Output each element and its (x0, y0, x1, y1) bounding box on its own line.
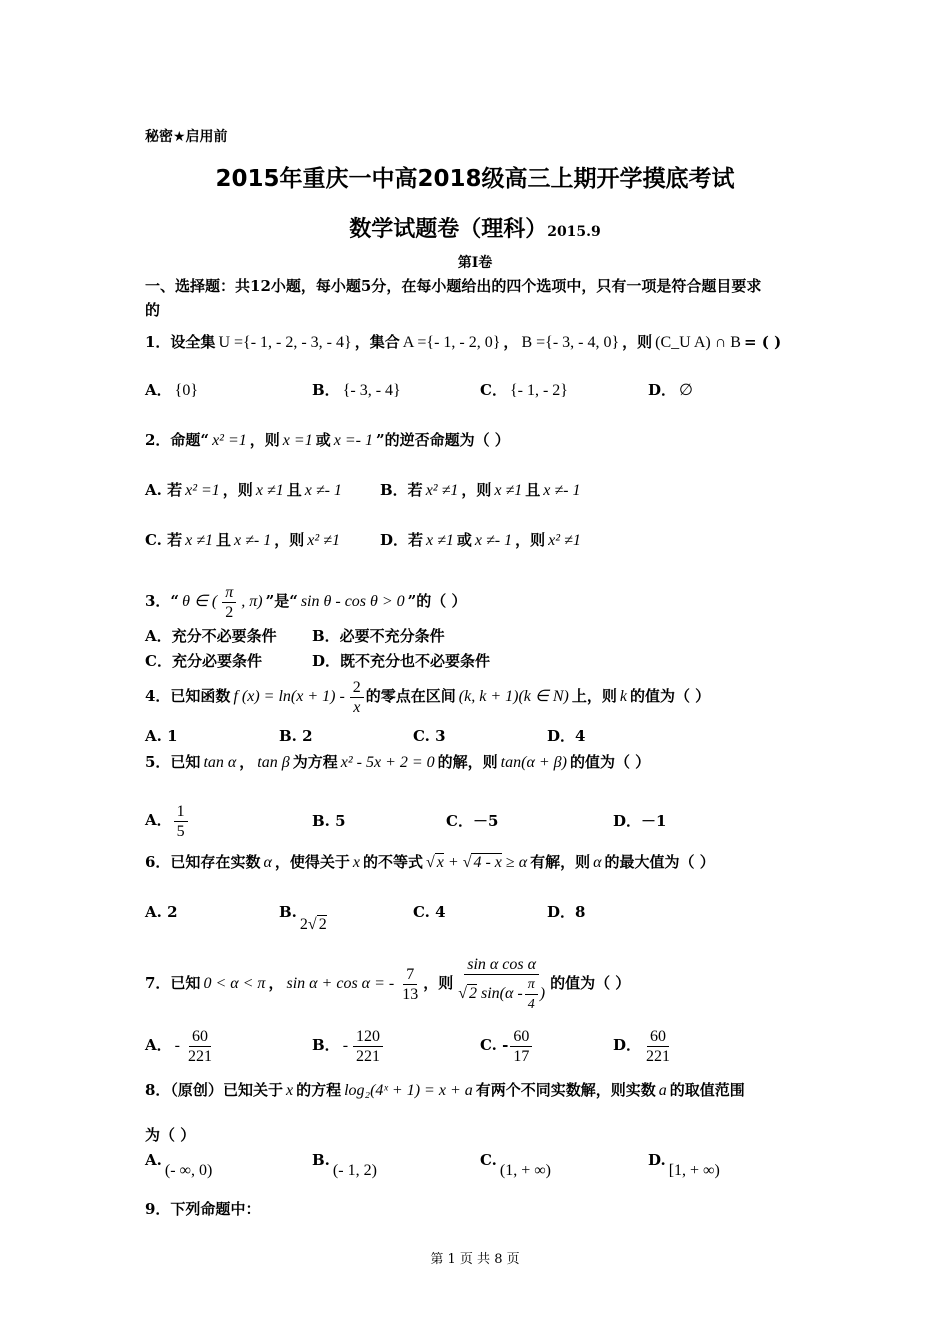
q2-d-t2: 或 (456, 531, 472, 549)
q4-frac (350, 678, 364, 717)
q7-option-d[interactable] (613, 1025, 675, 1066)
q2-b-m3: x ≠- 1 (543, 482, 581, 499)
q6-math-ineq: √ x + √ 4 - x ≥ α (426, 854, 528, 871)
q5-option-d[interactable]: D．－1 (613, 812, 667, 830)
q1-text-e: = ( ) (743, 333, 782, 351)
q6-option-b[interactable] (279, 902, 330, 933)
q1-text-c: ， (503, 333, 519, 351)
q6-plus: + (447, 854, 459, 871)
q7-a-label: A． (145, 1036, 172, 1054)
q2-a-t2: ，则 (222, 481, 253, 499)
q2-c-t2: 且 (216, 531, 232, 549)
q4-option-c[interactable]: C. 3 (413, 727, 446, 745)
q1-c-value: {- 1, - 2} (509, 382, 568, 399)
q7-d-den: 221 (646, 1047, 671, 1065)
q1-option-b[interactable] (312, 380, 404, 401)
q2-option-c[interactable] (145, 530, 343, 551)
q2-option-b[interactable] (380, 480, 584, 501)
q2-option-d[interactable] (380, 530, 584, 551)
q7-text-d: 的值为（ ） (550, 974, 631, 992)
q3-text-c: ”的（ ） (407, 592, 467, 610)
q5-a-frac (174, 802, 188, 841)
q8-text-c: 有两个不同实数解，则实数 (475, 1081, 656, 1099)
q6-option-c[interactable]: C. 4 (413, 903, 446, 921)
q7-den-sin: sin(α - (480, 984, 523, 1002)
q7-den-four: 4 (527, 996, 535, 1012)
q7-text-b: ， (268, 974, 284, 992)
q5-a-den: 5 (176, 822, 185, 840)
q3-option-b[interactable]: B．必要不充分条件 (312, 627, 445, 645)
subtitle-date: 2015.9 (547, 224, 601, 240)
q8-a-label: A. (145, 1151, 162, 1169)
q8-math-3: a (658, 1082, 667, 1099)
question-5 (145, 752, 650, 773)
q6-ge: ≥ α (505, 854, 528, 871)
q8-a-value: (- ∞, 0) (164, 1162, 213, 1179)
q8-text-b: 的方程 (296, 1081, 342, 1099)
page-title: 2015年重庆一中高2018级高三上期开学摸底考试 (215, 166, 735, 192)
q4-math-interval: (k, k + 1)(k ∈ N) (458, 688, 569, 705)
question-9: 9．下列命题中： (145, 1200, 261, 1218)
question-6 (145, 852, 715, 873)
q4-text-c: 上，则 (571, 687, 617, 705)
q5-math-1: tan α (203, 754, 237, 771)
page-subtitle (0, 212, 950, 243)
q7-frac-1 (399, 965, 421, 1004)
q8-option-b[interactable] (312, 1150, 380, 1179)
q5-a-label: A． (145, 811, 172, 829)
q4-option-d[interactable]: D．4 (547, 727, 586, 745)
q1-text-b: ，集合 (354, 333, 400, 351)
q7-den-close: ) (539, 984, 546, 1002)
q4-frac-num: 2 (350, 678, 364, 698)
q8-b-value: (- 1, 2) (332, 1162, 377, 1179)
q3-option-c[interactable]: C．充分必要条件 (145, 652, 262, 670)
q4-text-b: 的零点在区间 (365, 687, 456, 705)
q5-text-d: 的解，则 (437, 753, 498, 771)
q2-math-3: x =- 1 (333, 432, 373, 449)
q1-math-u: U ={- 1, - 2, - 3, - 4} (218, 334, 352, 351)
q6-math-3: α (593, 854, 602, 871)
q6-b-value: 2√ 2 (299, 916, 327, 933)
q7-frac-2-num: sin α cos α (464, 955, 539, 975)
q2-math-1: x² =1 (212, 432, 247, 449)
q2-b-t1: B．若 (380, 481, 423, 499)
q3-frac (222, 583, 236, 622)
q7-c-num: 60 (510, 1027, 532, 1047)
q1-d-value: ∅ (679, 382, 693, 399)
q7-b-minus: - (342, 1037, 349, 1054)
q7-b-num: 120 (353, 1027, 383, 1047)
q7-a-den: 221 (187, 1047, 212, 1065)
q2-text-d: ”的逆否命题为（ ） (375, 431, 510, 449)
q3-text-b: ”是“ (265, 592, 298, 610)
q1-b-value: {- 3, - 4} (342, 382, 401, 399)
q7-frac-1-num: 7 (403, 965, 417, 985)
q1-a-value: {0} (174, 382, 198, 399)
q7-den-frac (525, 975, 538, 1014)
q8-option-c[interactable] (480, 1150, 554, 1179)
q7-b-den: 221 (356, 1047, 381, 1065)
q7-a-num: 60 (189, 1027, 211, 1047)
q2-text-b: ，则 (249, 431, 280, 449)
q2-b-t2: ，则 (461, 481, 492, 499)
q2-option-a[interactable] (145, 480, 345, 501)
q8-c-label: C. (480, 1151, 497, 1169)
q1-option-c[interactable] (480, 380, 571, 401)
question-4 (145, 676, 710, 717)
q1-math-a: A ={- 1, - 2, 0} (402, 334, 501, 351)
q7-d-frac (643, 1027, 673, 1066)
secret-label: 秘密★启用前 (145, 129, 228, 145)
page-footer: 第 1 页 共 8 页 (430, 1252, 520, 1267)
question-1 (145, 332, 781, 353)
q7-b-label: B． (312, 1036, 340, 1054)
q6-math-2: x (352, 854, 360, 871)
question-7 (145, 948, 630, 1019)
q7-text-c: ，则 (423, 974, 454, 992)
q1-math-expr: (C_U A) ∩ B (655, 334, 741, 351)
q2-d-t1: D．若 (380, 531, 424, 549)
q3-math-theta: θ ∈ ( (182, 593, 218, 610)
q6-text-a: 6．已知存在实数 (145, 853, 261, 871)
instructions-line1: 一、选择题：共12小题，每小题5分，在每小题给出的四个选项中，只有一项是符合题目要求 (145, 277, 762, 295)
q7-d-label: D． (613, 1036, 642, 1054)
q8-b-label: B. (312, 1151, 330, 1169)
q8-option-a[interactable] (145, 1150, 215, 1179)
q5-math-2: tan β (257, 754, 290, 771)
q6-sqrt-1: x (436, 854, 444, 871)
q2-text-a: 2．命题“ (145, 431, 210, 449)
q7-math-1: 0 < α < π (203, 975, 266, 992)
q1-text-d: ，则 (622, 333, 653, 351)
q2-d-m3: x² ≠1 (548, 532, 581, 549)
q2-c-m3: x² ≠1 (307, 532, 340, 549)
q2-c-t1: C. 若 (145, 531, 183, 549)
q4-option-b[interactable]: B. 2 (279, 727, 313, 745)
q2-math-2: x =1 (282, 432, 313, 449)
q5-a-num: 1 (174, 802, 188, 822)
q7-math-2: sin α + cos α = - (286, 975, 395, 992)
q7-den-rad: 2 (468, 984, 477, 1002)
q8-text-a: 8．（原创）已知关于 (145, 1081, 283, 1099)
q7-frac-2-den: √ 2 sin(α - $\frac{\pi}{4}$ ) (458, 976, 546, 1012)
q5-option-c[interactable]: C．－5 (446, 812, 499, 830)
q1-b-label: B． (312, 381, 340, 399)
q4-text-a: 4．已知函数 (145, 687, 231, 705)
q7-text-a: 7．已知 (145, 974, 201, 992)
q2-text-c: 或 (315, 431, 331, 449)
q1-a-label: A． (145, 381, 172, 399)
q2-a-m1: x² =1 (185, 482, 220, 499)
q6-text-e: 的最大值为（ ） (604, 853, 715, 871)
q8-text-d: 的取值范围 (669, 1081, 745, 1099)
q7-frac-1-den: 13 (402, 985, 419, 1003)
q1-text-a: 1．设全集 (145, 333, 216, 351)
q4-frac-den: x (353, 698, 361, 716)
q7-option-c[interactable] (480, 1025, 534, 1066)
q7-c-den: 17 (513, 1047, 530, 1065)
q2-d-m2: x ≠- 1 (474, 532, 513, 549)
q3-option-a[interactable]: A．充分不必要条件 (145, 627, 277, 645)
q3-math: sin θ - cos θ > 0 (300, 593, 405, 610)
q2-c-m1: x ≠1 (185, 532, 214, 549)
subtitle-text: 数学试题卷（理科） (349, 217, 548, 242)
q8-option-d[interactable] (648, 1150, 723, 1179)
q1-option-d[interactable] (648, 380, 696, 401)
q8-c-value: (1, + ∞) (499, 1162, 551, 1179)
q5-text-b: ， (239, 753, 255, 771)
q8-math-1: x (285, 1082, 294, 1099)
q1-c-label: C． (480, 381, 507, 399)
q5-text-a: 5．已知 (145, 753, 201, 771)
q2-a-t3: 且 (286, 481, 302, 499)
q6-text-c: 的不等式 (362, 853, 423, 871)
q2-a-t1: A. 若 (145, 481, 183, 499)
q7-a-frac (185, 1027, 215, 1066)
q3-frac-num: π (222, 583, 236, 603)
q5-math-4: tan(α + β) (500, 754, 567, 771)
q3-option-d[interactable]: D．既不充分也不必要条件 (312, 652, 491, 670)
q2-b-m2: x ≠1 (494, 482, 523, 499)
q6-option-a[interactable]: A. 2 (145, 903, 178, 921)
q2-c-t3: ，则 (274, 531, 305, 549)
q7-a-minus: - (174, 1037, 180, 1054)
q2-a-m3: x ≠- 1 (304, 482, 342, 499)
q6-math-1: α (263, 854, 272, 871)
q5-option-a[interactable] (145, 800, 190, 841)
q6-text-d: 有解，则 (530, 853, 591, 871)
q1-math-b: B ={- 3, - 4, 0} (521, 334, 620, 351)
question-3 (145, 582, 467, 622)
q2-d-m1: x ≠1 (426, 532, 454, 549)
q4-math-f: f (x) = ln(x + 1) - (233, 688, 345, 705)
q7-frac-2 (455, 955, 548, 1014)
q7-c-frac (510, 1027, 532, 1066)
q8-math-2: log₂(4ˣ + 1) = x + a (344, 1082, 473, 1099)
q7-option-a[interactable] (145, 1025, 217, 1066)
q5-math-3: x² - 5x + 2 = 0 (340, 754, 435, 771)
q7-den-pi: π (525, 975, 538, 995)
q7-option-b[interactable] (312, 1025, 385, 1066)
instructions-line2: 的 (145, 301, 161, 319)
question-8-cont: 为（ ） (145, 1126, 196, 1144)
q6-b-label: B. (279, 903, 297, 921)
q1-option-a[interactable] (145, 380, 201, 401)
q6-b-coef: 2 (299, 916, 308, 933)
question-2 (145, 430, 510, 451)
q6-option-d[interactable]: D．8 (547, 903, 586, 921)
q6-text-b: ，使得关于 (274, 853, 350, 871)
q5-text-c: 为方程 (292, 753, 338, 771)
q2-a-m2: x ≠1 (255, 482, 284, 499)
q3-math-rest: , π) (241, 593, 263, 610)
q6-b-rad: 2 (318, 916, 327, 933)
q4-text-d: 的值为（ ） (629, 687, 711, 705)
section-label: 第I卷 (457, 255, 493, 271)
q5-option-b[interactable]: B. 5 (312, 812, 346, 830)
q2-b-t3: 且 (525, 481, 541, 499)
q1-d-label: D． (648, 381, 677, 399)
q4-option-a[interactable]: A. 1 (145, 727, 178, 745)
question-8 (145, 1080, 745, 1101)
q2-c-m2: x ≠- 1 (234, 532, 272, 549)
q3-frac-den: 2 (225, 603, 234, 621)
q6-sqrt-2: 4 - x (473, 854, 502, 871)
q8-d-value: [1, + ∞) (668, 1162, 720, 1179)
q7-d-num: 60 (647, 1027, 669, 1047)
q4-math-k: k (619, 688, 627, 705)
q3-text-a: 3．“ (145, 592, 180, 610)
q7-c-label: C. - (480, 1036, 509, 1054)
q5-text-e: 的值为（ ） (569, 753, 651, 771)
q2-d-t3: ，则 (515, 531, 546, 549)
q2-b-m1: x² ≠1 (425, 482, 459, 499)
q8-d-label: D. (648, 1151, 666, 1169)
q7-b-frac (353, 1027, 383, 1066)
